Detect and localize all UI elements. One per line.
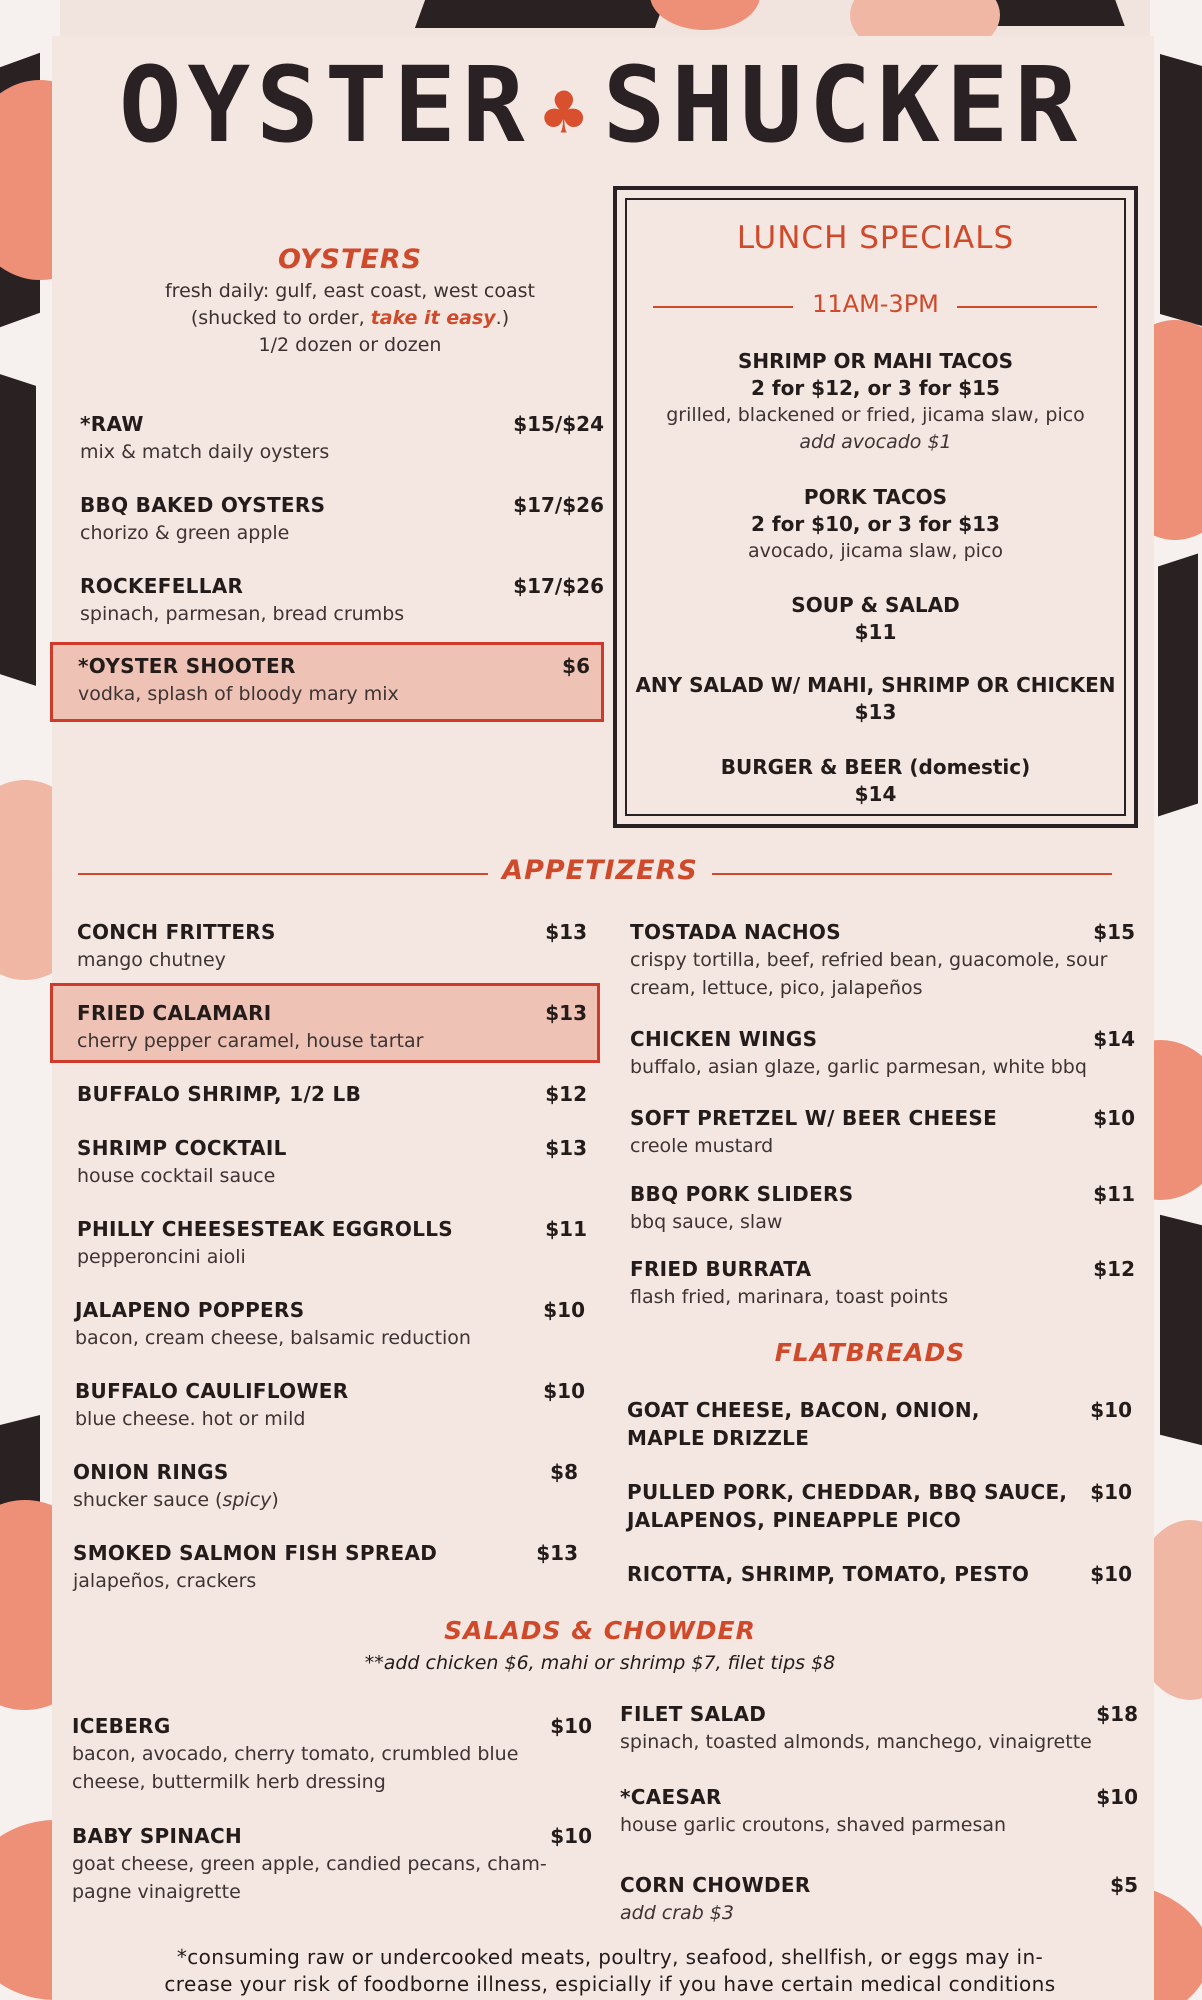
item-name: BUFFALO CAULIFLOWER — [75, 1379, 349, 1403]
item-name-line2: JALAPENOS, PINEAPPLE PICO — [627, 1508, 962, 1532]
lunch-item-price: $14 — [854, 782, 897, 806]
lunch-item — [617, 484, 1134, 565]
lunch-item — [617, 592, 1134, 646]
item-desc-line2: cream, lettuce, pico, jalapeños — [630, 977, 923, 999]
item-price: $15 — [1093, 920, 1135, 944]
item-name-line2: MAPLE DRIZZLE — [627, 1426, 810, 1450]
menu-item — [77, 1080, 587, 1108]
menu-item — [630, 918, 1135, 1002]
item-desc: buffalo, asian glaze, garlic parmesan, white bbq — [630, 1056, 1087, 1078]
item-name: CORN CHOWDER — [620, 1873, 811, 1897]
item-desc — [73, 1486, 578, 1514]
oysters-intro — [100, 278, 600, 359]
lunch-item — [617, 348, 1134, 456]
menu-item — [630, 1180, 1135, 1236]
divider-line — [712, 873, 1112, 875]
menu-item — [630, 1255, 1135, 1311]
item-desc: goat cheese, green apple, candied pecans, cham- — [72, 1853, 547, 1875]
item-desc: jalapeños, crackers — [73, 1570, 257, 1592]
restaurant-logo — [0, 44, 1202, 168]
item-price: $5 — [1110, 1873, 1138, 1897]
item-name: ICEBERG — [72, 1714, 171, 1738]
item-name: FRIED CALAMARI — [77, 1001, 272, 1025]
lunch-item — [617, 672, 1134, 726]
menu-item-featured — [78, 652, 590, 708]
item-price: $10 — [550, 1824, 592, 1848]
take-it-easy-text: take it easy — [370, 307, 496, 329]
item-price: $13 — [536, 1541, 578, 1565]
lunch-item-desc: avocado, jicama slaw, pico — [747, 540, 1004, 562]
item-price: $10 — [1096, 1785, 1138, 1809]
logo-word-left: OYSTER — [118, 44, 531, 166]
item-desc: bacon, cream cheese, balsamic reduction — [75, 1327, 471, 1349]
item-price: $10 — [1090, 1398, 1132, 1422]
lunch-item-name: BURGER & BEER (domestic) — [720, 755, 1031, 779]
item-name: RICOTTA, SHRIMP, TOMATO, PESTO — [627, 1562, 1030, 1586]
lunch-item — [617, 754, 1134, 808]
item-name: JALAPENO POPPERS — [75, 1298, 305, 1322]
item-name: FRIED BURRATA — [630, 1257, 812, 1281]
item-price: $10 — [543, 1298, 585, 1322]
item-name: FILET SALAD — [620, 1702, 767, 1726]
menu-item — [77, 1215, 587, 1271]
item-price: $13 — [545, 920, 587, 944]
item-name: SMOKED SALMON FISH SPREAD — [73, 1541, 438, 1565]
item-name: BUFFALO SHRIMP, 1/2 LB — [77, 1082, 362, 1106]
item-desc: cherry pepper caramel, house tartar — [77, 1030, 424, 1052]
item-desc-text: shucker sauce ( — [73, 1489, 223, 1511]
item-name: GOAT CHEESE, BACON, ONION, — [627, 1398, 980, 1422]
item-desc: house cocktail sauce — [77, 1165, 276, 1187]
menu-item — [630, 1104, 1135, 1160]
menu-item — [620, 1700, 1138, 1756]
menu-item — [73, 1458, 578, 1514]
oysters-intro-line2 — [100, 305, 600, 332]
menu-item — [627, 1396, 1132, 1452]
item-name: CHICKEN WINGS — [630, 1027, 818, 1051]
divider-line — [957, 306, 1097, 308]
item-price: $8 — [550, 1460, 578, 1484]
appetizers-heading: APPETIZERS — [502, 855, 698, 886]
item-price: $15/$24 — [513, 412, 604, 436]
advisory-line1: *consuming raw or undercooked meats, poultry, seafood, shellfish, or eggs may in- — [176, 1945, 1044, 1969]
oysters-heading: OYSTERS — [277, 244, 423, 275]
lunch-item-price: $13 — [854, 700, 897, 724]
menu-item — [72, 1712, 592, 1796]
lunch-title: LUNCH SPECIALS — [736, 220, 1015, 256]
menu-item — [75, 1377, 585, 1433]
item-name: PHILLY CHEESESTEAK EGGROLLS — [77, 1217, 454, 1241]
item-desc-line2: cheese, buttermilk herb dressing — [72, 1771, 386, 1793]
lunch-item-name: ANY SALAD W/ MAHI, SHRIMP OR CHICKEN — [635, 673, 1116, 697]
item-price: $10 — [1090, 1480, 1132, 1504]
flatbreads-heading: FLATBREADS — [774, 1338, 966, 1367]
palm-tree-icon: ♣ — [542, 71, 591, 154]
menu-item — [630, 1025, 1135, 1081]
item-price: $12 — [545, 1082, 587, 1106]
item-price: $13 — [545, 1001, 587, 1025]
item-desc: bacon, avocado, cherry tomato, crumbled blue — [72, 1743, 519, 1765]
lunch-item-name: SHRIMP OR MAHI TACOS — [737, 349, 1014, 373]
menu-item — [627, 1478, 1132, 1534]
item-desc: add crab $3 — [620, 1902, 734, 1924]
item-name: *RAW — [80, 412, 144, 436]
menu-item — [80, 410, 604, 466]
item-price: $6 — [562, 654, 590, 678]
item-desc: creole mustard — [630, 1135, 774, 1157]
lunch-item-note: add avocado $1 — [799, 431, 952, 453]
menu-item — [73, 1539, 578, 1595]
item-name: BABY SPINACH — [72, 1824, 243, 1848]
lunch-item-desc: grilled, blackened or fried, jicama slaw, pico — [666, 404, 1085, 426]
menu-item — [72, 1822, 592, 1906]
item-desc: spinach, parmesan, bread crumbs — [80, 603, 405, 625]
intro-text: (shucked to order, — [190, 307, 371, 329]
item-price: $18 — [1096, 1702, 1138, 1726]
advisory-line2: crease your risk of foodborne illness, espicially if you have certain medical conditions — [164, 1972, 1056, 1996]
menu-item — [77, 1134, 587, 1190]
item-desc-end: ) — [271, 1489, 279, 1511]
lunch-hours: 11AM-3PM — [812, 290, 939, 318]
menu-item — [620, 1871, 1138, 1927]
item-price: $17/$26 — [513, 574, 604, 598]
item-price: $10 — [1093, 1106, 1135, 1130]
menu-item — [75, 1296, 585, 1352]
menu-item — [627, 1560, 1132, 1588]
item-desc: spinach, toasted almonds, manchego, vinaigrette — [620, 1731, 1092, 1753]
item-desc: vodka, splash of bloody mary mix — [78, 683, 399, 705]
lunch-item-price: $11 — [854, 620, 897, 644]
item-price: $10 — [1090, 1562, 1132, 1586]
item-desc: house garlic croutons, shaved parmesan — [620, 1814, 1007, 1836]
item-price: $14 — [1093, 1027, 1135, 1051]
lunch-item-name: SOUP & SALAD — [791, 593, 960, 617]
salads-heading: SALADS & CHOWDER — [444, 1616, 756, 1645]
oysters-intro-line1: fresh daily: gulf, east coast, west coast — [164, 280, 535, 302]
item-name: CONCH FRITTERS — [77, 920, 276, 944]
intro-text-end: .) — [495, 307, 510, 329]
item-desc: mango chutney — [77, 949, 226, 971]
lunch-item-name: PORK TACOS — [803, 485, 948, 509]
item-desc: pepperoncini aioli — [77, 1246, 246, 1268]
item-name: BBQ PORK SLIDERS — [630, 1182, 854, 1206]
item-price: $12 — [1093, 1257, 1135, 1281]
item-name: *CAESAR — [620, 1785, 722, 1809]
lunch-item-price: 2 for $10, or 3 for $13 — [751, 512, 1000, 536]
item-name: BBQ BAKED OYSTERS — [80, 493, 326, 517]
item-desc: flash fried, marinara, toast points — [630, 1286, 949, 1308]
item-price: $13 — [545, 1136, 587, 1160]
oysters-intro-line3: 1/2 dozen or dozen — [258, 334, 442, 356]
item-name: SOFT PRETZEL W/ BEER CHEESE — [630, 1106, 998, 1130]
lunch-item-price: 2 for $12, or 3 for $15 — [751, 376, 1000, 400]
item-name: PULLED PORK, CHEDDAR, BBQ SAUCE, — [627, 1480, 1068, 1504]
item-name: ROCKEFELLAR — [80, 574, 244, 598]
consumer-advisory — [100, 1944, 1120, 1998]
menu-item — [80, 572, 604, 628]
salads-addon-note: **add chicken $6, mahi or shrimp $7, filet tips $8 — [364, 1652, 836, 1674]
menu-item — [80, 491, 604, 547]
item-desc: mix & match daily oysters — [80, 441, 330, 463]
item-desc: chorizo & green apple — [80, 522, 290, 544]
item-desc: blue cheese. hot or mild — [75, 1408, 306, 1430]
menu-item — [620, 1783, 1138, 1839]
logo-word-right: SHUCKER — [602, 44, 1084, 166]
lunch-specials-box — [613, 186, 1138, 828]
item-price: $11 — [545, 1217, 587, 1241]
item-desc: crispy tortilla, beef, refried bean, guacomole, sour — [630, 949, 1108, 971]
item-price: $10 — [550, 1714, 592, 1738]
spicy-text: spicy — [222, 1489, 272, 1511]
item-desc: bbq sauce, slaw — [630, 1211, 783, 1233]
item-name: TOSTADA NACHOS — [630, 920, 841, 944]
divider-line — [78, 873, 488, 875]
item-price: $11 — [1093, 1182, 1135, 1206]
item-name: ONION RINGS — [73, 1460, 229, 1484]
item-name: *OYSTER SHOOTER — [78, 654, 296, 678]
item-name: SHRIMP COCKTAIL — [77, 1136, 287, 1160]
item-price: $10 — [543, 1379, 585, 1403]
menu-item-featured — [77, 999, 587, 1055]
item-desc-line2: pagne vinaigrette — [72, 1881, 241, 1903]
item-price: $17/$26 — [513, 493, 604, 517]
menu-item — [77, 918, 587, 974]
